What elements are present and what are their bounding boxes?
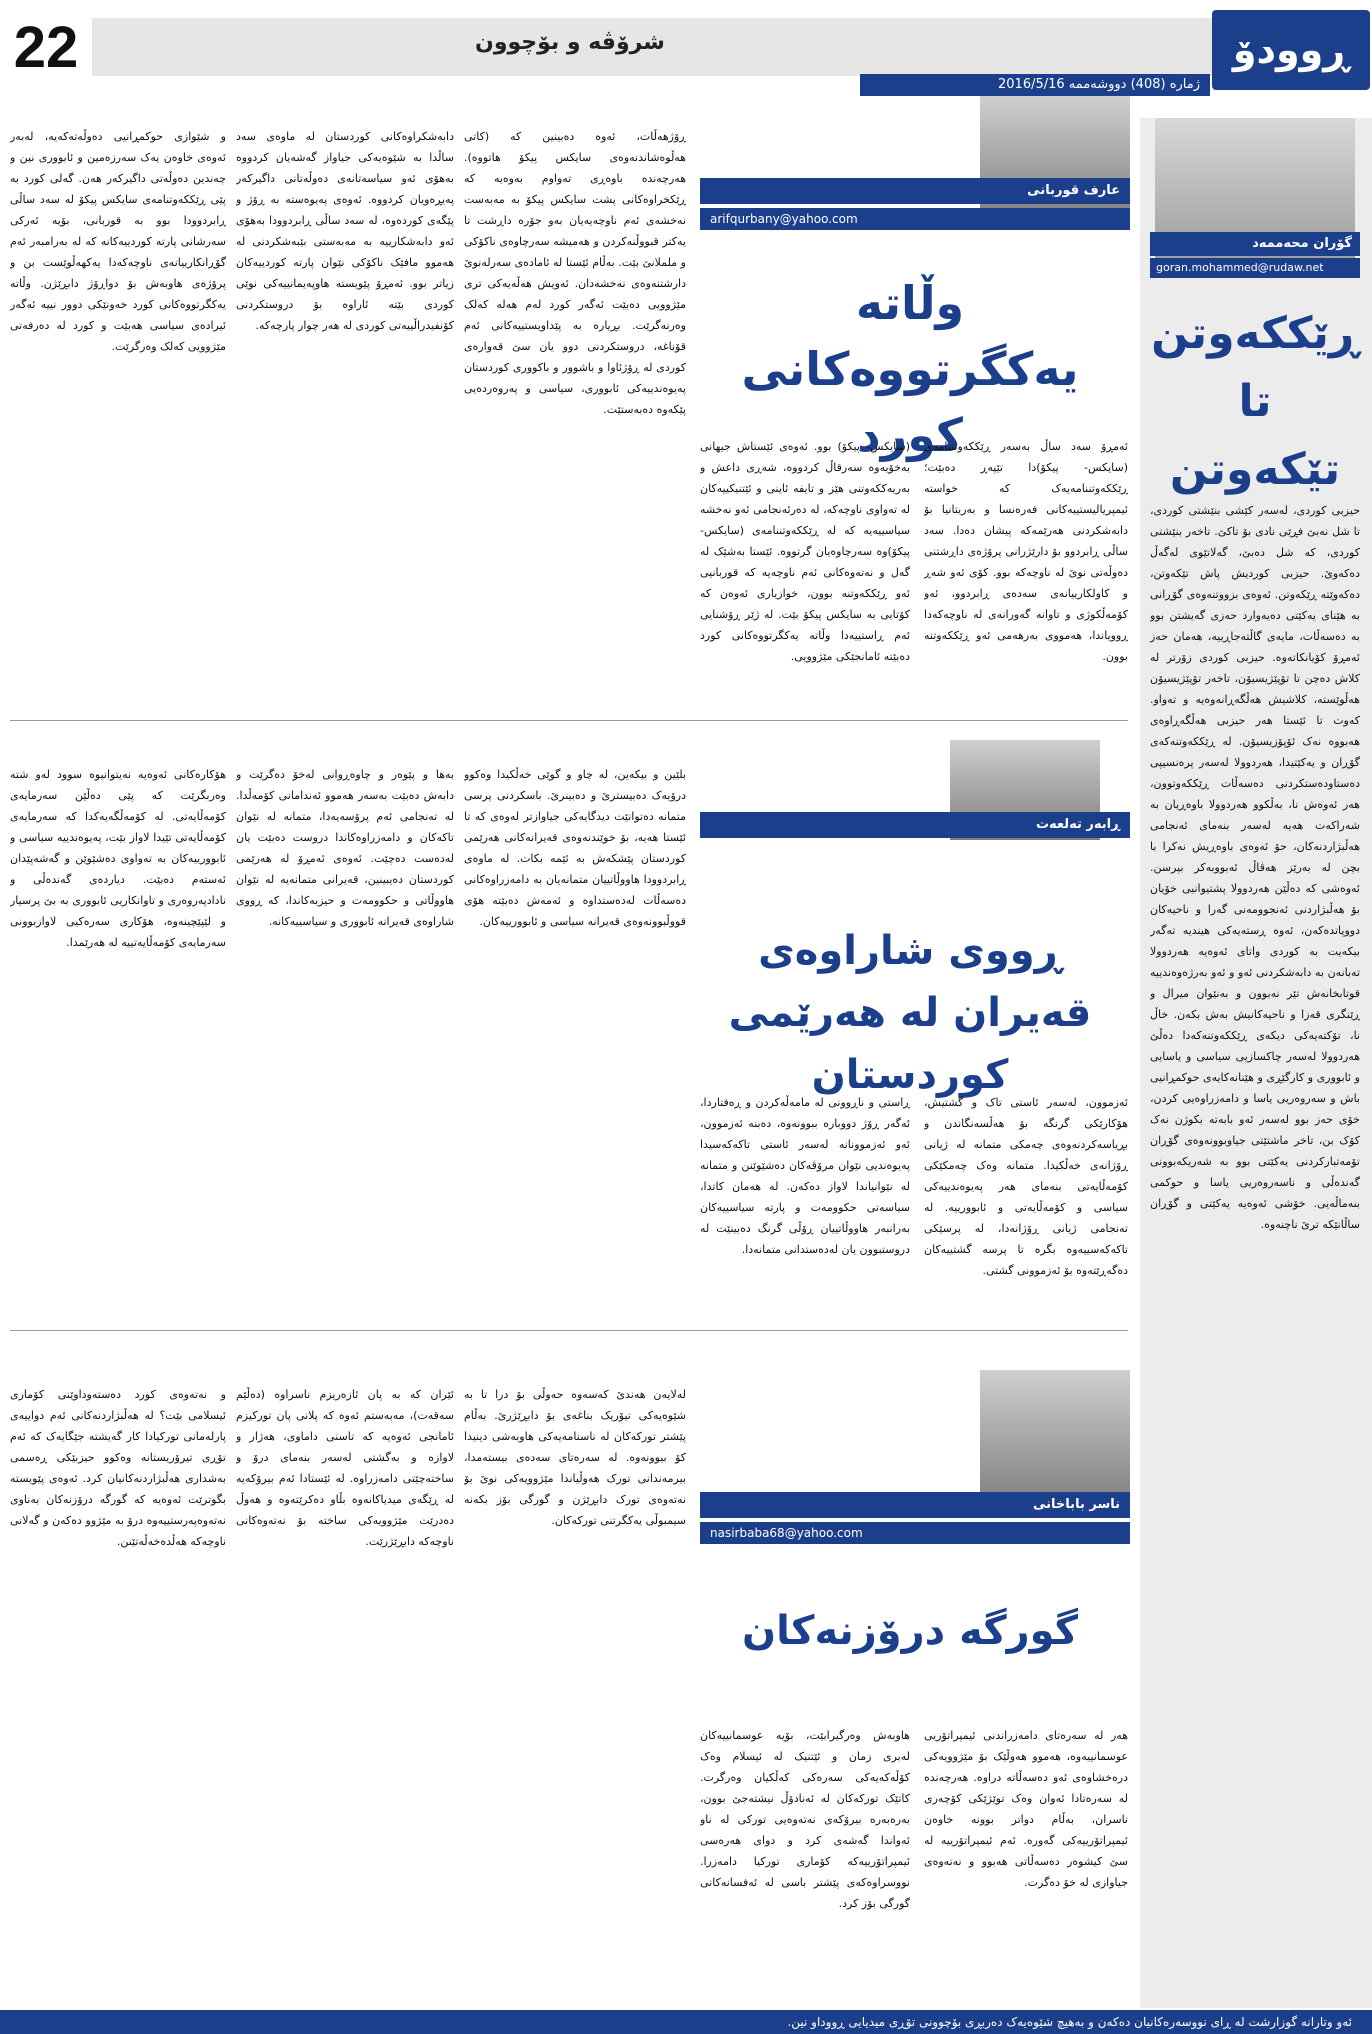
article-column: دابەشکراوەکانی کوردستان لە ماوەی سەد ساڵدا بە شێوەیەکی جیاواز گەشەیان کردووە بەهۆی ئەو سیاسەتانەی دەوڵەتانی داگیرکەر پەیڕەویان کردووە. ئەوەی پەیوەستە بە ڕۆژ و پێگەی کوردەوە، لە سەد ساڵی ڕابردوودا بەهۆی ئەو دابەشکارییە بە مەبەستی بێبەشکردنی لە هەموو مافێک ناکۆکی نێوان پارتە کوردییەکان زیاتر بوو. ئەمڕۆ پێویستە هاوپەیمانییەکی نوێی کوردی بێتە ئاراوە بۆ دروستکردنی کۆنفیدراڵییەتی کوردی لە هەر چوار پارچەکە. [236,130,454,332]
article-column: ئێران کە بە پان ئازەریزم ناسراوە (دەڵێم سەقەت)، مەبەستم ئەوە کە پلانی پان تورکیزم ئامانجی ئەوەیە کە تاسنی داماوی، هەژار و لاوازە و بەگشتی لەسەر بنەمای درۆ و ساختەچێتی دامەزراوە. لە ئێستادا ئەم بیرۆکەیە لە ڕێگەی میدیاکانەوە بڵاو دەکرێتەوە و هەوڵ دەدرێت مێژوویەکی ساختە بۆ نەتەوەکانی ناوچەکە دابڕێژرێت. [236,1388,454,1548]
article-column: ئەزموون، لەسەر ئاستی تاک و گشتیش، هۆکارێکی گرنگە بۆ هەڵسەنگاندن و بڕیاسەکردنەوەی چەمکی متمانە لە ژیانی ڕۆژانەی خەڵکیدا. متمانە وەک چەمکێکی کۆمەڵایەتی بنەمای هەر پەیوەندییەکی سیاسی و کۆمەڵایەتی و ئابوورییە. لە تەنجامی ژیانی ڕۆژانەدا، لە پرسێکی تاکەکەسییەوە بگرە تا پرسە گشتییەکان دەگەڕێتەوە بۆ ئەزموونی گشتی. [924,1096,1128,1277]
article-column: لەلایەن هەندێ کەسەوە حەوڵی بۆ درا تا بە شێوەیەکی تیۆریک بناغەی بۆ دابڕێژرێ. بەڵام پێشتر تورکەکان لە ناسنامەیەکی هاوبەشی دینیدا کۆ ببوونەوە. لە سەرەتای سەدەی بیستەمدا، بیرمەندانی تورک هەوڵیاندا مێژوویەکی نوێ بۆ نەتەوەی تورک دابڕێژن و گورگی بۆز بکەنە سیمبوڵی یەکگرتنی تورکەکان. [464,1388,686,1527]
author-email[interactable]: arifqurbany@yahoo.com [700,208,1130,230]
article-column: (سایکس- پیکۆ) بوو. ئەوەی ئێستاش جیهانی بەخۆیەوە سەرقاڵ کردووە، شەڕی داعش و بەریەککەوتنی هێز و تایفە ئاینی و ئێتنیکییەکان لە تەواوی ناوچەکە، لە دەرئەنجامی ئەو نەخشە سیاسییەیە کە لە ڕێککەوتننامەی (سایکس- پیکۆ)وە سەرچاوەیان گرتووە. ئێستا بەشێک لە گەل و نەتەوەکانی ئەم ناوچەیە کە قوربانیی ئەو ڕێککەوتنە بوون، خوازیاری ئەوەن کە کۆتایی بە سایکس پیکۆ بێت. لە ژێر ڕۆشنایی ئەم ڕاستییەدا وڵاتە یەکگرتووەکانی کورد دەبێتە ئامانجێکی مێژوویی. [700,440,910,663]
section-divider [10,720,1128,721]
article-title: ڕێککەوتن تا تێکەوتن [1151,308,1359,495]
article-body: حیزبی کوردی، لەسەر کێشی بنێشتی کوردی، تا شل نەبێ فڕێی نادی بۆ تاکێ. تاخەر بنێشتی کوردی، کە شل دەبێ، گەلاتێوی لەگەڵ دەکەوێ. حیزبی کوردیش پاش تێکەوتن، دەکەوێتە ڕێکەوتن. ئەوەی بزووتنەوەی گۆڕانی بە هێنای یەکێتی دەیەوارد حەزی گەیشتن بوو بە دەسەڵات، مایەی گاڵتەجاڕییە، هەمان حەز ئەمڕۆ کۆیانکاتەوە. حیزبی کوردی زۆرتر لە کلاش دەچن تا تۆپێژیسیۆن، تاخەر تۆپێژیسیۆن هەڵوێستە، کلاشیش هەڵگەڕانەوەیە و تەواو. کەوت تا ئێستا هەر حیزبی هەڵگەڕاوەی هەبووە نەک ئۆپۆزیسیۆن. لە ڕێککەوتنەکەی گۆڕان و یەکێتیدا، هەردوولا لەسەر پرەنسیپی دەستاودەستکردنی دەسەڵات ڕێککەوتوون، هەر ئەوەش نا، بەڵکوو هەردوولا باوەڕیان بە شەراکەت هەیە لەسەر بنەمای ئەنجامی هەڵبژاردنەکان، حۆ ئەوەی باوەڕیش نەکرا با بچن لە بەرێز هەڤاڵ ئەبووبەکر بپرسن. ئەوەشی کە دەڵێن هەردوولا پشتیوانیی خۆیان بۆ هەڵبژاردنی ئەنجوومەنی گەرا و ناحیەکان دووپاتدەکەن، ئەوە ڕستەیەکی هیندیە تەگەر بیکەیت بە کوردی واتای ئەوەیە هەردوولا تەبانەن بە دابەشکردنی ئەو و ئەو بەرژەوەندییە قوتابخانەش تێر نەبوون و بەنێوان میرال و ڕێنگری قەزا و ناحیەکانیش بەش بکەن. خاڵ نا، تۆکتەیەکی دیکەی ڕێککەوتنەکەدا دەڵێ هەردوولا لەسەر چاکسازیی سیاسی و یاسایی و ئابووری و کارگێڕی و هێنانەکایەی حوکمڕانیی باش و سەروەریی یاسا و دامەزراوەیی کردن، خۆی حەز بوو لەسەر ئەو بابەتە بکوژن نەک کۆک بن، تاخر ماشتێتی جیاوبوونەوەی گۆڕان تۆمەتبارکردنی یەکێتی بوو بە شەریکەبوونی گەندەڵی و ناسەروەریی یاسا و حوکمی بنەماڵەیی. خۆشی ئەوەیە یەکێتی و گۆڕان ساڵانێکە ترێ ناچنەوە. [1150,504,1360,1231]
rudaw-logo[interactable]: ڕوودۆ [1212,10,1370,90]
article-column: هۆکارەکانی ئەوەیە نەیتوانیوە سوود لەو شتە وەربگرێت کە پێی دەڵێن سەرمایەی کۆمەڵایەتی. لە کۆمەڵگەیەکدا کە سەرمایەی کۆمەڵایەتی تێیدا لاواز بێت، پەیوەندییە سیاسی و ئابوورییەکان بە تەواوی دەشێوێن و گەشەپێدان ئەستەم دەبێت. دیاردەی گەندەڵی و نادادپەروەری و تاوانکاریی ئابووری بە بێ پرسیار و لێپێچینەوە، هۆکاری سەرەکیی لاوازبوونی سەرمایەی کۆمەڵایەتییە لە هەرێمدا. [10,768,226,949]
article-title: ڕووی شاراوەی قەیران لە هەرێمی کوردستان [728,928,1092,1098]
article-column: بلێین و بیکەین، لە چاو و گوێی خەڵکیدا وەکوو درۆیەک دەبیسترێ و دەبینرێ. باسکردنی پرسی متمانە دەتوانێت دیدگایەکی جیاوازتر لەوەی کە تا ئێستا هەیە، بۆ خوێندنەوەی قەیرانەکانی هەرێمی کوردستان پێشکەش بە ئێمە بکات. لە ماوەی ڕابردوودا هاووڵاتییان متمانەیان بە دامەزراوەکانی دەسەڵات لەدەستداوە و ئەمەش دەبێتە هۆی قووڵبوونەوەی قەیرانە سیاسی و ئابوورییەکان. [464,768,686,928]
article-column: هەر لە سەرەتای دامەزراندنی ئیمپراتۆریی عوسمانییەوە، هەموو هەوڵێک بۆ مێژوویەکی درەخشاوەی ئەو دەسەڵاتە دراوە. هەرچەندە لە سەرەتادا ئەوان وەک توێژێکی کۆچەری ناسران، بەڵام دواتر بوونە خاوەن ئیمپراتۆرییەکی گەورە. ئەم ئیمپراتۆرییە لە سێ کیشوەر دەسەڵاتی هەبوو و نەتەوەی جیاوازی لە خۆ دەگرت. [924,1729,1128,1889]
article-column: و نەتەوەی کورد دەستەوداوێنی کۆماری ئیسلامی بێت؟ لە هەڵبژاردنەکانی ئەم دواییەی پارلەمانی تورکیادا کار گەیشتە جێگایەک کە ئەم تۆڕی تیرۆریستانە وەکوو حیزبێکی ڕەسمی بەشداری هەڵبژاردنەکانیان کرد. ئەوەی پێویستە بگوترێت ئەوەیە کە گورگە درۆزنەکان بەناوی نەتەوەپەرستییەوە درۆ بە مێژوو دەکەن و گەلانی ناوچەکە هەڵدەخەڵەتێنن. [10,1388,226,1548]
article-column: هاوبەش وەرگیرابێت، بۆیە عوسمانییەکان لەبری زمان و ئێتنیک لە ئیسلام وەک کۆڵەکەیەکی سەرەکی کەڵکیان وەرگرت. کاتێک تورکەکان لە ئەنادۆڵ نیشتەجێ بوون، بەرەبەرە بیرۆکەی نەتەوەیی تورکی لە ناو ئەواندا گەشەی کرد و دوای هەرەسی ئیمپراتۆرییەکە کۆماری تورکیا دامەزرا. نووسراوەکەی پێشتر باسی لە ئەفسانەکانی گورگی بۆز کرد. [700,1729,910,1910]
footer-disclaimer: ئەو وتارانە گوزارشت لە ڕای نووسەرەکانیان دەکەن و بەهیچ شێوەیەک دەربڕی بۆچوونی تۆڕی میدیایی ڕووداو نین. [0,2010,1372,2034]
section-title: شرۆڤە و بۆچوون [475,30,665,55]
author-name: ناسر باباخانی [700,1492,1130,1518]
article-column: ڕاستی و ناڕوونی لە مامەڵەکردن و ڕەفتاردا، ئەگەر ڕۆژ دووبارە ببوونەوە، دەبنە ئەزموون، ئەو ئەزموونانە لەسەر ئاستی تاکەکەسیدا پەیوەندیی نێوان مرۆڤەکان دەشێوێنن و متمانە لە نێوانیاندا لاواز دەکەن. لە هەمان کاتدا، سیاسەتی حکوومەت و پارتە سیاسییەکان بەرانبەر هاووڵاتییان ڕۆڵی گرنگ دەبینێت لە دروستبوون یان لەدەستدانی متمانەدا. [700,1096,910,1256]
author-photo [980,1370,1130,1510]
author-name: عارف قوربانی [700,178,1130,204]
article-column: ڕۆژهەڵات، ئەوە دەبینین کە (کاتی هەڵوەشاندنەوەی سایکس پیکۆ هاتووە). هەرچەندە باوەڕی تەواوم بەوەیە کە ڕێکخراوەکانی پشت سایکس پیکۆ بە مەبەست نەخشەی ئەم ناوچەیەیان بەو جۆرە داڕشت تا یەکتر قبووڵنەکردن و هەمیشە سەرچاوەی ناکۆکی و ململانێ بێت. بەڵام ئێستا لە ئامادەی سەرلەنوێ دارشتنەوەی نەخشەدان. ئەویش هەڵەیەکی تری مێژوویی دەبێت ئەگەر کورد لەم هەلە کەلک وەرنەگرێت. بڕیارە بە پێداویستییەکانی ئەم قۆناغە، دروستکردنی دوو یان سێ قەوارەی کوردی لە ڕۆژئاوا و باشوور و باکووری کوردستان پەیوەندییەکی ئابووری، سیاسی و پەروەردەیی پێکەوە دەبەستێت. [464,130,686,416]
article-column: ئەمڕۆ سەد ساڵ بەسەر ڕێککەوتننامەی (سایکس- پیکۆ)دا تێپەڕ دەبێت؛ ڕێککەوتننامەیەک کە خواستە ئیمپریالیستییەکانی فەرەنسا و بەریتانیا بۆ دابەشکردنی هەرێمەکە پیشان دەدا. سەد ساڵی ڕابردوو بۆ دارێژرانی پرۆژەی داڕشتنی دەوڵەتی نوێ لە ناوچەکە بوو. کۆی ئەو شەڕ و کاولکارییانەی سەدەی ڕابردوو، ئەو کۆمەڵکوژی و تاوانە گەورانەی لە ناوچەکەدا ڕوویاندا، هەمووی بەرهەمی ئەو ڕێککەوتنە بوون. [924,440,1128,663]
author-name: گۆران محەممەد [1150,232,1360,256]
article-column: و شێوازی حوکمڕانیی دەوڵەتەکەیە، لەبەر ئەوەی خاوەن یەک سەرزەمین و ئابووری نین و چەندین دەوڵەتی داگیرکەر هەن. گەلی کورد بە پێی ڕێککەوتنامەی سایکس پیکۆ لە سەد ساڵی ڕابردوودا بوو بە قوربانی، بۆیە ئەرکی سەرشانی پارتە کوردییەکانە کە لە بەرامبەر ئەم گۆڕانکارییانەی ناوچەکەدا یەکهەڵوێست بن و پرۆژەی هاوبەش بۆ دواڕۆژ دابڕێژن. وڵاتە یەکگرتووەکانی کورد خەونێکی دوور نییە ئەگەر ئیرادەی سیاسی هەبێت و کورد لە دەرفەتی مێژوویی کەلک وەرگرێت. [10,130,226,353]
article-column: بەها و پێوەر و چاوەڕوانی لەخۆ دەگرێت و دابەش دەبێت بەسەر هەموو ئەندامانی کۆمەڵدا. لە تەنجامی ئەم پرۆسەیەدا، متمانە لە نێوان تاکەکان و دامەزراوەکاندا دروست دەبێت یان لەدەست دەچێت. ئەوەی ئەمڕۆ لە هەرێمی کوردستان دەیبینین، قەیرانی متمانەیە لە نێوان هاووڵاتی و حکوومەت و حیزبەکاندا، کە ڕووی شاراوەی قەیرانە ئابووری و سیاسییەکانە. [236,768,454,928]
issue-info: ژمارە (408) دووشەممە 2016/5/16 [860,74,1210,96]
article-title: گورگە درۆزنەکان [742,1608,1078,1654]
author-name: ڕابەر تەلعەت [700,812,1130,838]
article-title: وڵاتە یەکگرتووەکانی کورد [741,276,1079,462]
section-divider [10,1330,1128,1331]
author-email[interactable]: nasirbaba68@yahoo.com [700,1522,1130,1544]
page-number: 22 [0,0,92,96]
author-email[interactable]: goran.mohammed@rudaw.net [1150,258,1360,278]
